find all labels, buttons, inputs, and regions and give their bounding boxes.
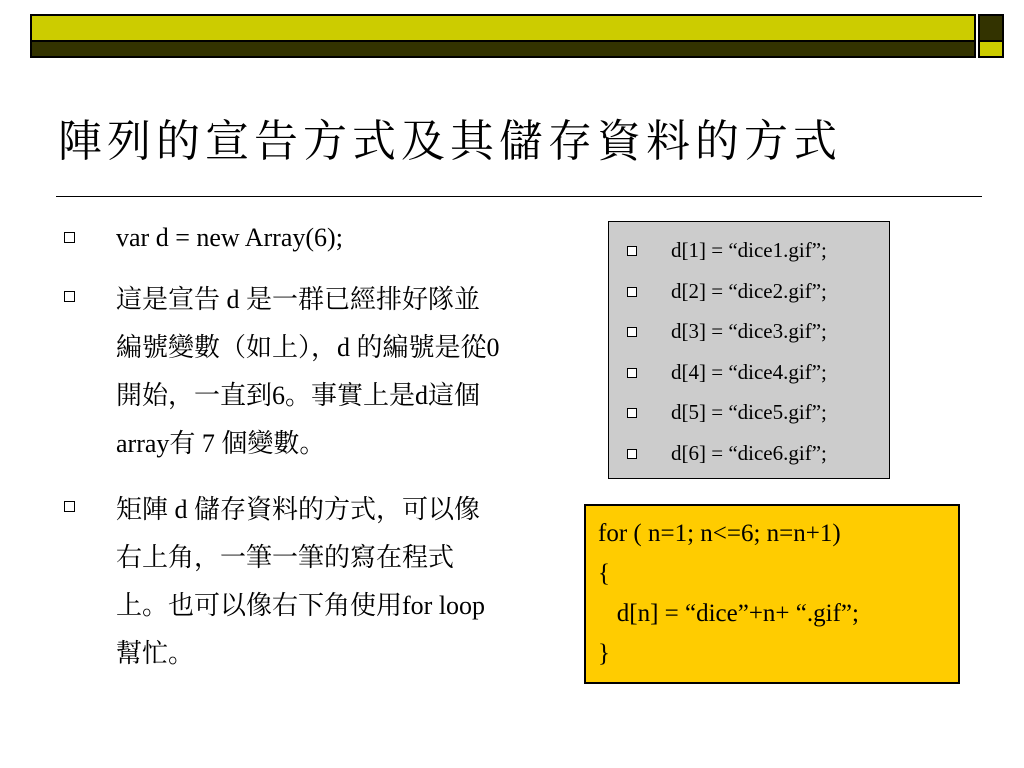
bullet-item: [62, 486, 512, 678]
for-loop-code-box: [584, 504, 960, 684]
square-bullet-icon: [627, 327, 637, 337]
code-line: }: [598, 640, 610, 667]
bullet-text: var d = new Array(6);: [116, 223, 343, 252]
assignment-text: d[6] = “dice6.gif”;: [671, 440, 827, 465]
assignment-item: [623, 394, 889, 435]
square-bullet-icon: [627, 246, 637, 256]
assignment-item: [623, 435, 889, 476]
square-bullet-icon: [64, 291, 75, 302]
assignment-text: d[2] = “dice2.gif”;: [671, 278, 827, 303]
square-bullet-icon: [627, 287, 637, 297]
code-line: {: [598, 560, 610, 587]
slide-title: 陣列的宣告方式及其儲存資料的方式: [58, 116, 842, 167]
bullet-item: [62, 218, 512, 258]
header-corner-dark: [978, 14, 1004, 42]
assignment-text: d[1] = “dice1.gif”;: [671, 238, 827, 262]
assignment-item: [623, 232, 889, 273]
assignment-text: d[3] = “dice3.gif”;: [671, 319, 827, 343]
square-bullet-icon: [627, 449, 637, 459]
code-line: d[n] = “dice”+n+ “.gif”;: [598, 600, 859, 627]
header-corner-yellow: [978, 42, 1004, 58]
bullet-item: [62, 276, 512, 468]
square-bullet-icon: [627, 408, 637, 418]
square-bullet-icon: [627, 368, 637, 378]
header-bar-dark: [30, 42, 976, 58]
assignment-item: [623, 313, 889, 354]
assignment-item: [623, 354, 889, 395]
header-bar-yellow: [30, 14, 976, 42]
assignment-item: [623, 273, 889, 314]
square-bullet-icon: [64, 501, 75, 512]
title-divider: [56, 196, 982, 197]
assignment-text: d[5] = “dice5.gif”;: [671, 400, 827, 424]
bullet-list: [62, 218, 512, 696]
assignment-box: [608, 221, 890, 479]
bullet-text: 這是宣告 d 是一群已經排好隊並編號變數（如上），d 的編號是從0開始，一直到6。事實上是d這個array有 7 個變數。: [116, 285, 500, 458]
assignment-text: d[4] = “dice4.gif”;: [671, 359, 827, 384]
bullet-text: 矩陣 d 儲存資料的方式，可以像右上角，一筆一筆的寫在程式上。也可以像右下角使用for loop幫忙。: [116, 495, 486, 668]
code-line: for ( n=1; n<=6; n=n+1): [598, 520, 841, 547]
square-bullet-icon: [64, 232, 75, 243]
